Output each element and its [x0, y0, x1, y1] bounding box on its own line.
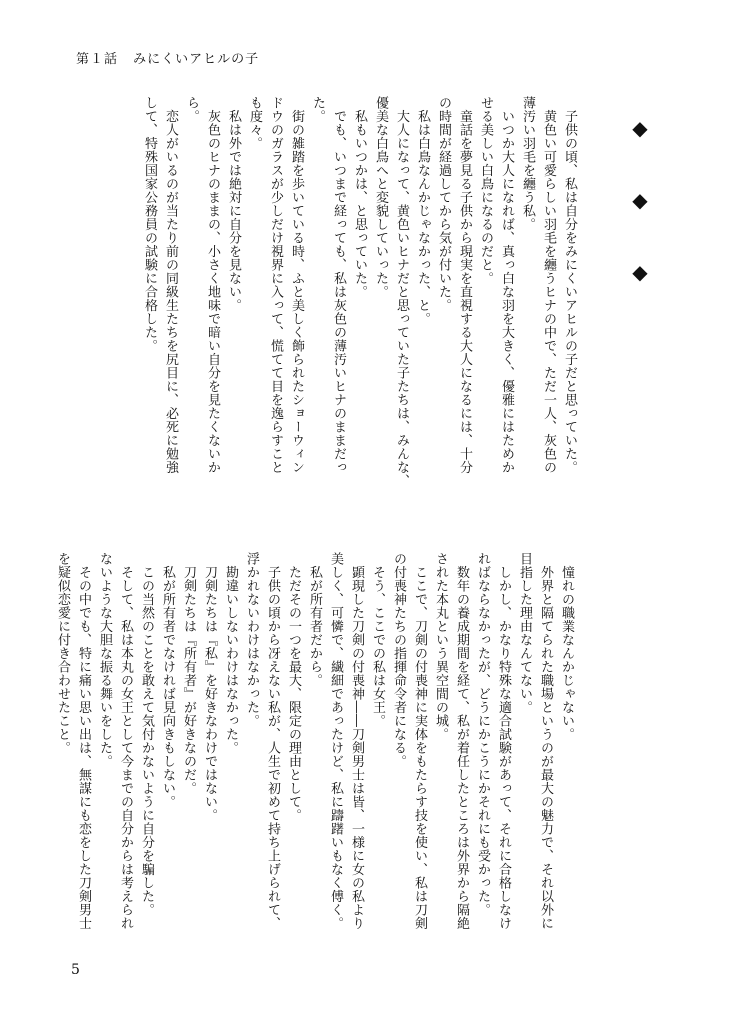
- text-line: 子供の頃、私は自分をみにくいアヒルの子だと思っていた。: [562, 96, 577, 474]
- text-line: 黄色い可愛らしい羽毛を纏うヒナの中で、ただ一人、灰色の: [541, 96, 556, 474]
- text-line: を疑似恋愛に付き合わせたこと。: [55, 552, 70, 755]
- text-line: 私もいつかは、と思っていた。: [352, 96, 367, 299]
- text-line: の付喪神たちの指揮命令者になる。: [391, 552, 406, 768]
- lower-text-block: [52, 552, 577, 964]
- text-line: 大人になって、黄色いヒナだと思っていた子たちは、みんな、: [394, 96, 409, 488]
- text-line: 灰色のヒナのままの、小さく地味で暗い自分を見たくないか: [205, 96, 220, 474]
- text-line: 私は外では絶対に自分を見ない。: [226, 96, 241, 312]
- text-line: せる美しい白鳥になるのだと。: [478, 96, 493, 285]
- text-line: 美しく、可憐で、繊細であったけど、私に躊躇いもなく傅く。: [328, 552, 343, 930]
- text-line: 私は白鳥なんかじゃなかった、と。: [415, 96, 430, 326]
- text-line: ここで、刀剣の付喪神に実体をもたらす技を使い、私は刀剣: [412, 552, 427, 930]
- section-break-markers: [628, 118, 652, 334]
- text-line: 数年の養成期間を経て、私が着任したところは外界から隔絶: [454, 552, 469, 930]
- page-number: 5: [71, 962, 80, 978]
- chapter-title: みにくいアヒルの子: [133, 52, 260, 67]
- text-line: ら。: [184, 96, 199, 123]
- text-line: 浮かれないわけはなかった。: [244, 552, 259, 728]
- text-line: 童話を夢見る子供から現実を直視する大人になるには、十分: [457, 96, 472, 474]
- upper-text-block: [139, 96, 580, 526]
- text-line: しかし、かなり特殊な適合試験があって、それに合格しなけ: [496, 552, 511, 930]
- text-line: 目指した理由なんてない。: [517, 552, 532, 714]
- text-line: 恋人がいるのが当たり前の同級生たちを尻目に、必死に勉強: [163, 96, 178, 474]
- text-line: 子供の頃から冴えない私が、人生で初めて持ち上げられて、: [265, 552, 280, 930]
- text-line: ドウのガラスが少しだけ視界に入って、慌てて目を逸らすこと: [268, 96, 283, 474]
- text-line: 私が所有者でなければ見向きもしない。: [160, 552, 175, 809]
- text-line: 憧れの職業なんかじゃない。: [559, 552, 574, 741]
- text-line: ただその一つを最大、限定の理由として。: [286, 552, 301, 822]
- text-line: して、特殊国家公務員の試験に合格した。: [142, 96, 157, 353]
- text-line: 私が所有者だから。: [307, 552, 322, 687]
- running-header: [76, 48, 259, 67]
- text-line: ればならなかったが、どうにかこうにかそれにも受かった。: [475, 552, 490, 917]
- diamond-marker-icon: ◆: [632, 116, 648, 140]
- text-line: でも、いつまで経っても、私は灰色の薄汚いヒナのままだっ: [331, 96, 346, 474]
- text-line: 薄汚い羽毛を纏う私。: [520, 96, 535, 231]
- text-line: 優美な白鳥へと変貌していった。: [373, 96, 388, 299]
- diamond-marker-icon: ◆: [632, 188, 648, 212]
- text-line: も度々。: [247, 96, 262, 150]
- diamond-marker-icon: ◆: [632, 260, 648, 284]
- text-line: 街の雑踏を歩いている時、ふと美しく飾られたショーウィン: [289, 96, 304, 474]
- text-line: そう、ここでの私は女王。: [370, 552, 385, 728]
- text-line: の時間が経過してから気が付いた。: [436, 96, 451, 312]
- text-line: いつか大人になれば、真っ白な羽を大きく、優雅にはためか: [499, 96, 514, 474]
- text-line: ないような大胆な振る舞いをした。: [97, 552, 112, 768]
- text-line: 刀剣たちは『私』を好きなわけではない。: [202, 552, 217, 822]
- text-line: た。: [310, 96, 325, 123]
- text-line: 勘違いしないわけはなかった。: [223, 552, 238, 755]
- text-line: その中でも、特に痛い思い出は、無謀にも恋をした刀剣男士: [76, 552, 91, 930]
- text-line: された本丸という異空間の城。: [433, 552, 448, 741]
- chapter-number: 第１話: [76, 52, 119, 67]
- text-line: 顕現した刀剣の付喪神――刀剣男士は皆、一様に女の私より: [349, 552, 364, 930]
- text-line: この当然のことを敢えて気付かないように自分を騙した。: [139, 552, 154, 917]
- text-line: 外界と隔てられた職場というのが最大の魅力で、それ以外に: [538, 552, 553, 930]
- text-line: 刀剣たちは『所有者』が好きなのだ。: [181, 552, 196, 795]
- text-line: そして、私は本丸の女王として今までの自分からは考えられ: [118, 552, 133, 930]
